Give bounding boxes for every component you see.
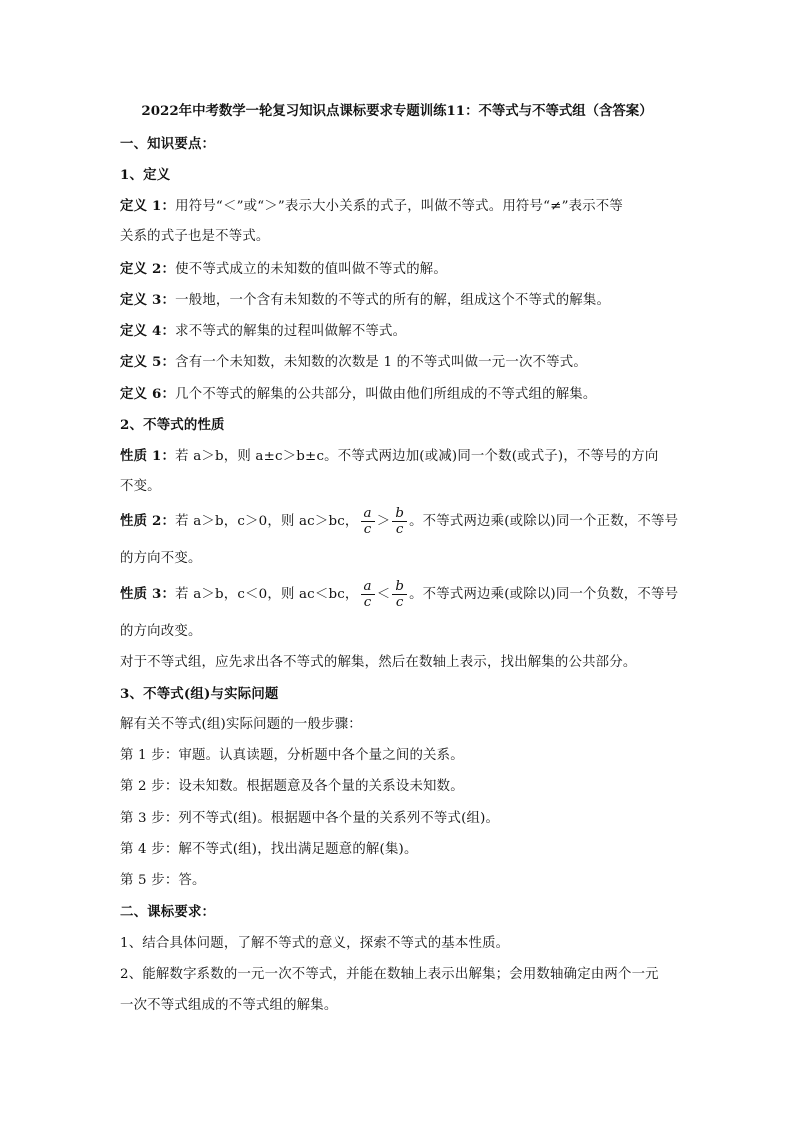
property-1-text: 若 a＞b，则 a±c＞b±c。不等式两边加(或减)同一个数(或式子)，不等号的方向 [175,449,659,464]
inequality-sign: ＞ [376,514,391,529]
definition-1 [120,196,623,217]
definition-5-label: 定义 5： [120,354,176,370]
fraction-a-over-c [361,506,375,537]
definition-4 [120,321,406,342]
fraction-numerator: a [361,579,375,595]
part1-heading: 1、定义 [120,167,171,183]
fraction-denominator: c [395,595,404,610]
steps-intro: 解有关不等式(组)实际问题的一般步骤： [120,717,362,732]
property-3-continued: 的方向改变。 [120,624,202,639]
property-2-text-post: 。不等式两边乘(或除以)同一个正数，不等号 [409,514,679,529]
definition-3 [120,290,610,311]
property-1-label: 性质 1： [120,448,176,464]
property-2-continued: 的方向不变。 [120,551,202,566]
fraction-denominator: c [363,522,372,537]
part2-heading: 2、不等式的性质 [120,417,225,433]
section1-heading: 一、知识要点： [120,136,216,152]
step-item: 第 1 步：审题。认真读题，分析题中各个量之间的关系。 [120,748,464,763]
definition-6-label: 定义 6： [120,386,176,402]
document-title: 2022年中考数学一轮复习知识点课标要求专题训练11：不等式与不等式组（含答案） [141,103,653,119]
section2-heading: 二、课标要求： [120,904,216,920]
definition-6 [120,384,596,405]
fraction-numerator: b [392,506,407,522]
inequality-system-note: 对于不等式组，应先求出各不等式的解集，然后在数轴上表示，找出解集的公共部分。 [120,655,637,670]
property-3-label: 性质 3： [120,586,176,602]
property-2-text-pre: 若 a＞b，c＞0，则 ac＞bc， [175,514,359,529]
fraction-numerator: b [392,579,407,595]
definition-5 [120,352,587,373]
definition-2-text: 使不等式成立的未知数的值叫做不等式的解。 [175,262,447,277]
requirement-2: 2、能解数字系数的一元一次不等式，并能在数轴上表示出解集；会用数轴确定由两个一元 [120,967,659,982]
definition-6-text: 几个不等式的解集的公共部分，叫做由他们所组成的不等式组的解集。 [175,387,597,402]
fraction-numerator: a [361,506,375,522]
definition-1-label: 定义 1： [120,198,176,214]
requirement-1: 1、结合具体问题，了解不等式的意义，探索不等式的基本性质。 [120,936,510,951]
step-item: 第 2 步：设未知数。根据题意及各个量的关系设未知数。 [120,779,464,794]
definition-3-label: 定义 3： [120,292,176,308]
inequality-sign: ＜ [376,587,391,602]
fraction-b-over-c [392,579,407,610]
property-1 [120,446,658,467]
definition-5-text: 含有一个未知数，未知数的次数是 1 的不等式叫做一元一次不等式。 [175,355,587,370]
step-item: 第 3 步：列不等式(组)。根据题中各个量的关系列不等式(组)。 [120,811,500,826]
property-2-label: 性质 2： [120,513,176,529]
property-2 [120,506,678,537]
definition-4-label: 定义 4： [120,323,176,339]
definition-4-text: 求不等式的解集的过程叫做解不等式。 [175,324,407,339]
property-3-text-pre: 若 a＞b，c＜0，则 ac＜bc， [175,587,359,602]
definition-2 [120,259,447,280]
fraction-b-over-c [392,506,407,537]
property-3 [120,579,678,610]
definition-1-text: 用符号“＜”或“＞”表示大小关系的式子，叫做不等式。用符号“≠”表示不等 [175,199,623,214]
step-item: 第 5 步：答。 [120,873,206,888]
definition-3-text: 一般地，一个含有未知数的不等式的所有的解，组成这个不等式的解集。 [175,293,611,308]
fraction-denominator: c [395,522,404,537]
definition-2-label: 定义 2： [120,261,176,277]
fraction-a-over-c [361,579,375,610]
property-1-continued: 不变。 [120,479,161,494]
step-item: 第 4 步：解不等式(组)，找出满足题意的解(集)。 [120,842,418,857]
part3-heading: 3、不等式(组)与实际问题 [120,686,279,702]
property-3-text-post: 。不等式两边乘(或除以)同一个负数，不等号 [409,587,679,602]
requirement-2-continued: 一次不等式组成的不等式组的解集。 [120,998,338,1013]
definition-1-continued: 关系的式子也是不等式。 [120,229,270,244]
fraction-denominator: c [363,595,372,610]
